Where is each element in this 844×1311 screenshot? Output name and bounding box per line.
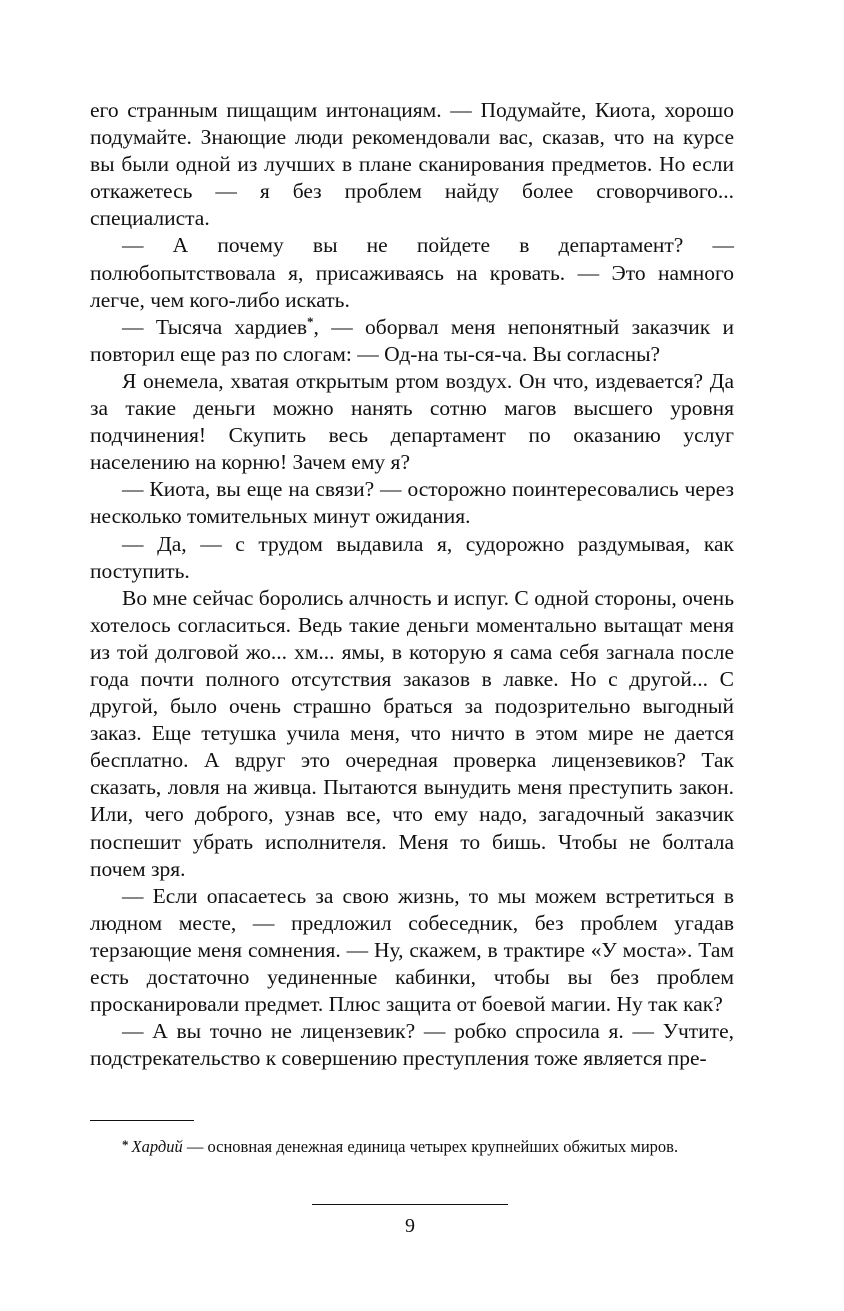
footnote-term: Хардий: [131, 1137, 183, 1156]
paragraph-3-end: , — оборвал меня непонятный заказчик и повторил еще раз по слогам: — Од-на ты-ся-ча. Вы согласны?: [90, 314, 734, 366]
paragraph-6: — Да, — с трудом выдавила я, судорожно раздумывая, как поступить.: [90, 531, 734, 583]
footnote: [90, 1133, 734, 1158]
footnote-marker: *: [122, 1137, 129, 1152]
page-number: 9: [405, 1215, 415, 1237]
paragraph-8: — Если опасаетесь за свою жизнь, то мы можем встретиться в людном месте, — предложил собеседник, без проблем угадав терзающие меня сомнения. — Ну, скажем, в трактире «У моста». Там есть достаточно уединенные кабинки, чтобы вы без проблем просканировали предмет. Плюс защита от боевой магии. Ну так как?: [90, 883, 734, 1017]
paragraph-5: — Киота, вы еще на связи? — осторожно поинтересовались через несколько томительных минут ожидания.: [90, 477, 734, 529]
page-number-divider: [312, 1204, 508, 1205]
paragraph-3-start: — Тысяча хардиев: [122, 314, 308, 339]
footnote-reference[interactable]: *: [307, 313, 314, 329]
footnote-divider: [90, 1120, 194, 1121]
paragraph-4: Я онемела, хватая открытым ртом воздух. Он что, издевается? Да за такие деньги можно нанять сотню магов высшего уровня подчинения! Скупить весь департамент по оказанию услуг населению на корню! Зачем ему я?: [90, 368, 734, 475]
paragraph-1: его странным пищащим интонациям. — Подумайте, Киота, хорошо подумайте. Знающие люди рекомендовали вас, сказав, что на курсе вы были одной из лучших в плане сканирования предметов. Но если откажетесь — я без проблем найду более сговорчивого... специалиста.: [90, 98, 734, 231]
main-text: [90, 97, 734, 1072]
paragraph-7: Во мне сейчас боролись алчность и испуг. С одной стороны, очень хотелось согласиться. Ведь такие деньги моментально вытащат меня из той долговой жо... хм... ямы, в которую я сама себя загнала после года почти полного отсутствия заказов в лавке. Но с другой... С другой, было очень страшно браться за подозрительно выгодный заказ. Еще тетушка учила меня, что ничто в этом мире не дается бесплатно. А вдруг это очередная проверка лицензевиков? Так сказать, ловля на живца. Пытаются вынудить меня преступить закон. Или, чего доброго, узнав все, что ему надо, загадочный заказчик поспешит убрать исполнителя. Меня то бишь. Чтобы не болтала почем зря.: [90, 585, 734, 881]
paragraph-2: — А почему вы не пойдете в департамент? — полюбопытствовала я, присаживаясь на кровать. — Это намного легче, чем кого-либо искать.: [90, 233, 734, 312]
paragraph-3: [90, 314, 734, 368]
paragraph-9: — А вы точно не лицензевик? — робко спросила я. — Учтите, подстрекательство к совершению преступления тоже является пре-: [90, 1019, 734, 1071]
footnote-text: — основная денежная единица четырех крупнейших обжитых миров.: [182, 1137, 679, 1156]
